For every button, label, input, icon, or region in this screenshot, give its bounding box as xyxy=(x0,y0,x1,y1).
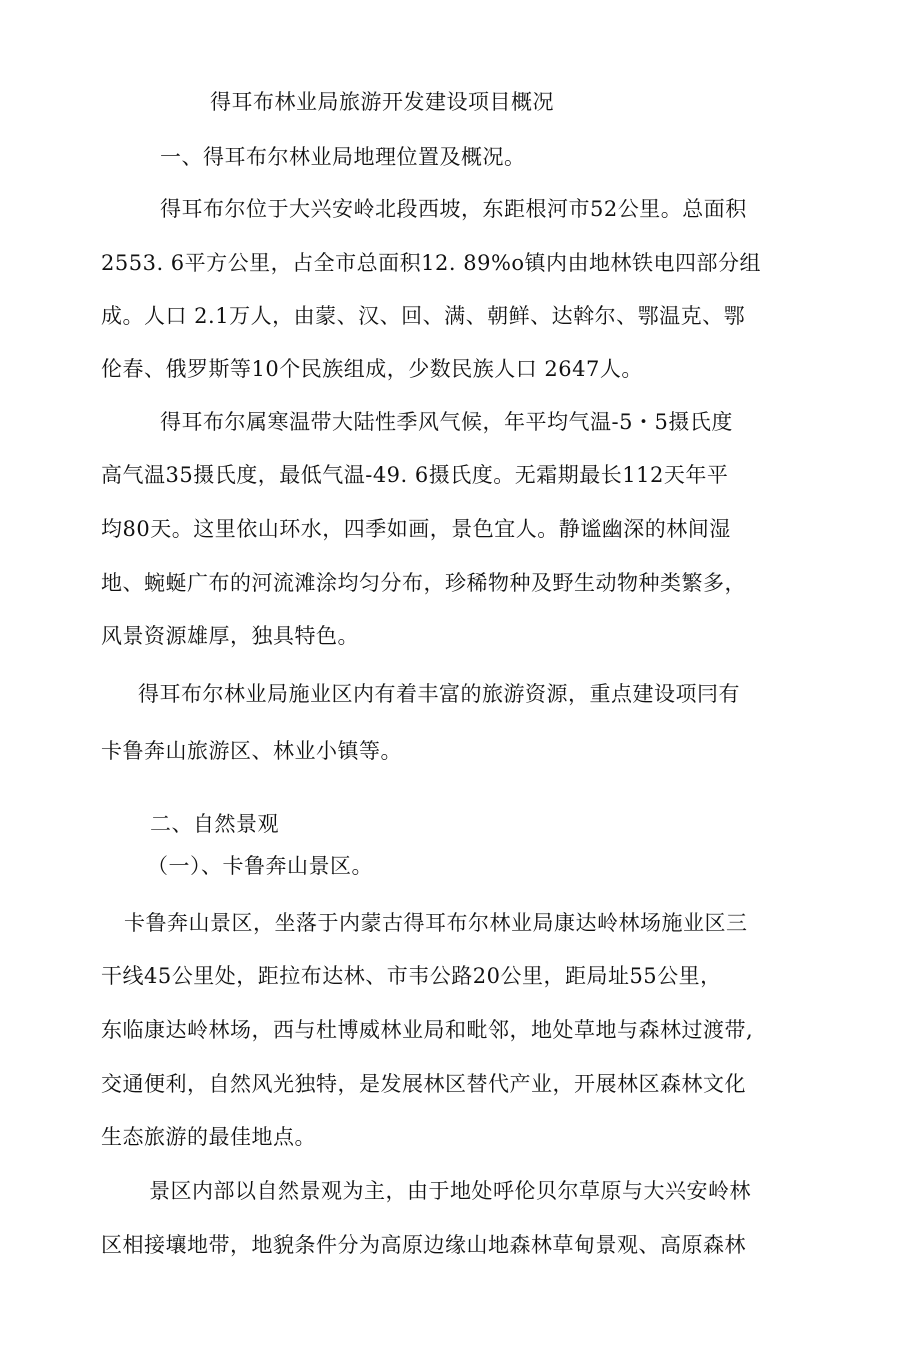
paragraph-line: 得耳布尔位于大兴安岭北段西坡，东距根河市52公里。总面积 xyxy=(160,197,747,221)
paragraph-line: 交通便利，自然风光独特，是发展林区替代产业，开展林区森林文化 xyxy=(101,1072,746,1096)
document-title: 得耳布林业局旅游开发建设项目概况 xyxy=(210,90,554,114)
paragraph-line: 得耳布尔林业局施业区内有着丰富的旅游资源，重点建设项冃有 xyxy=(138,682,740,706)
section-2-heading: 二、自然景观 xyxy=(150,812,279,836)
section-2-subheading: （一）、卡鲁奔山景区。 xyxy=(147,854,373,878)
paragraph-line: 风景资源雄厚，独具特色。 xyxy=(101,624,359,648)
paragraph-line: 伦春、俄罗斯等10个民族组成，少数民族人口 2647人。 xyxy=(101,357,643,381)
paragraph-line: 生态旅游的最佳地点。 xyxy=(101,1125,316,1149)
section-1-heading: 一、得耳布尔林业局地理位置及概况。 xyxy=(160,145,526,169)
paragraph-line: 景区内部以自然景观为主，由于地处呼伦贝尔草原与大兴安岭林 xyxy=(149,1179,751,1203)
paragraph-line: 均80天。这里依山环水，四季如画，景色宜人。静谧幽深的林间湿 xyxy=(101,517,731,541)
paragraph-line: 东临康达岭林场，西与杜博威林业局和毗邻，地处草地与森林过渡带, xyxy=(101,1018,754,1042)
paragraph-line: 卡鲁奔山旅游区、林业小镇等。 xyxy=(101,739,402,763)
paragraph-line: 区相接壤地带，地貌条件分为高原边缘山地森林草甸景观、高原森林 xyxy=(101,1233,746,1257)
paragraph-line: 得耳布尔属寒温带大陆性季风气候，年平均气温-5・5摄氏度 xyxy=(160,410,733,434)
paragraph-line: 高气温35摄氏度，最低气温-49. 6摄氏度。无霜期最长112天年平 xyxy=(101,463,729,487)
paragraph-line: 卡鲁奔山景区，坐落于内蒙古得耳布尔林业局康达岭林场施业区三 xyxy=(124,911,748,935)
paragraph-line: 干线45公里处，距拉布达林、市韦公路20公里，距局址55公里， xyxy=(101,964,722,988)
paragraph-line: 地、蜿蜒广布的河流滩涂均匀分布，珍稀物种及野生动物种类繁多， xyxy=(101,571,746,595)
paragraph-line: 成。人口 2.1万人，由蒙、汉、回、满、朝鲜、达斡尔、鄂温克、鄂 xyxy=(101,304,746,328)
paragraph-line: 2553. 6平方公里，占全市总面积12. 89%o镇内由地林铁电四部分组 xyxy=(101,251,762,275)
